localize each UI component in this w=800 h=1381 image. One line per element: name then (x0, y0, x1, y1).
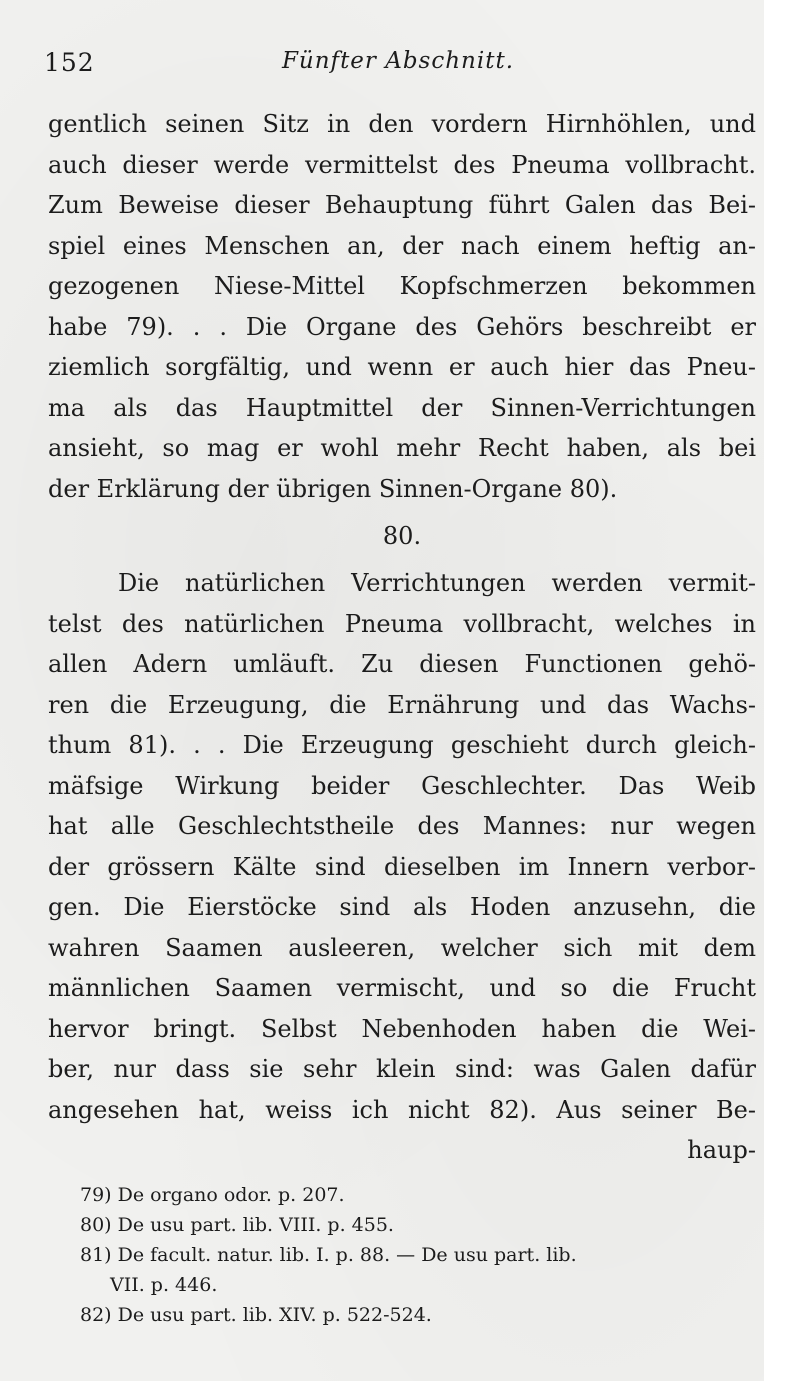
catchword: haup- (687, 1136, 756, 1164)
footnote: 79) De organo odor. p. 207. (80, 1184, 345, 1206)
text-line: gen. Die Eierstöcke sind als Hoden anzusehn, die (48, 893, 756, 921)
page-edge (764, 0, 782, 1381)
footnote: 82) De usu part. lib. XIV. p. 522-524. (80, 1304, 432, 1326)
text-line: allen Adern umläuft. Zu diesen Functionen gehö- (48, 650, 756, 678)
footnote-continuation: VII. p. 446. (110, 1274, 218, 1296)
footnote: 81) De facult. natur. lib. I. p. 88. — De usu part. lib. (80, 1244, 577, 1266)
text-line: ansieht, so mag er wohl mehr Recht haben, als bei (48, 434, 756, 462)
text-line: spiel eines Menschen an, der nach einem heftig an- (48, 231, 756, 260)
text-line: angesehen hat, weiss ich nicht 82). Aus seiner Be- (48, 1095, 756, 1124)
text-line: Zum Beweise dieser Behauptung führt Galen das Bei- (48, 191, 756, 219)
text-line: habe 79). . . Die Organe des Gehörs beschreibt er (48, 312, 756, 341)
footnotes (80, 1180, 760, 1330)
running-title: Fünfter Abschnitt. (281, 48, 515, 74)
text-line: auch dieser werde vermittelst des Pneuma vollbracht. (48, 150, 756, 179)
text-line: ren die Erzeugung, die Ernährung und das Wachs- (48, 690, 756, 719)
text-line: hat alle Geschlechtstheile des Mannes: nur wegen (48, 812, 756, 840)
page-number: 152 (44, 48, 95, 77)
text-line: mäfsige Wirkung beider Geschlechter. Das Weib (48, 771, 756, 800)
text-line: thum 81). . . Die Erzeugung geschieht durch gleich- (48, 731, 756, 759)
text-line: der Erklärung der übrigen Sinnen-Organe 80). (48, 474, 618, 503)
text-line: telst des natürlichen Pneuma vollbracht, welches in (48, 609, 756, 638)
text-line: ma als das Hauptmittel der Sinnen-Verrichtungen (48, 393, 756, 422)
text-line: Die natürlichen Verrichtungen werden vermit- (118, 569, 756, 597)
footnote: 80) De usu part. lib. VIII. p. 455. (80, 1214, 394, 1236)
section-number: 80. (382, 522, 422, 550)
text-line: der grössern Kälte sind dieselben im Innern verbor- (48, 852, 756, 881)
text-line: gentlich seinen Sitz in den vordern Hirnhöhlen, und (48, 110, 756, 138)
page-header (44, 40, 752, 80)
body-text (48, 104, 756, 1171)
text-line: ziemlich sorgfältig, und wenn er auch hier das Pneu- (48, 353, 756, 381)
text-line: männlichen Saamen vermischt, und so die Frucht (48, 974, 756, 1002)
text-line: wahren Saamen ausleeren, welcher sich mit dem (48, 933, 756, 962)
text-line: ber, nur dass sie sehr klein sind: was Galen dafür (48, 1055, 756, 1083)
text-line: gezogenen Niese-Mittel Kopfschmerzen bekommen (48, 272, 756, 300)
text-line: hervor bringt. Selbst Nebenhoden haben die Wei- (48, 1014, 756, 1043)
